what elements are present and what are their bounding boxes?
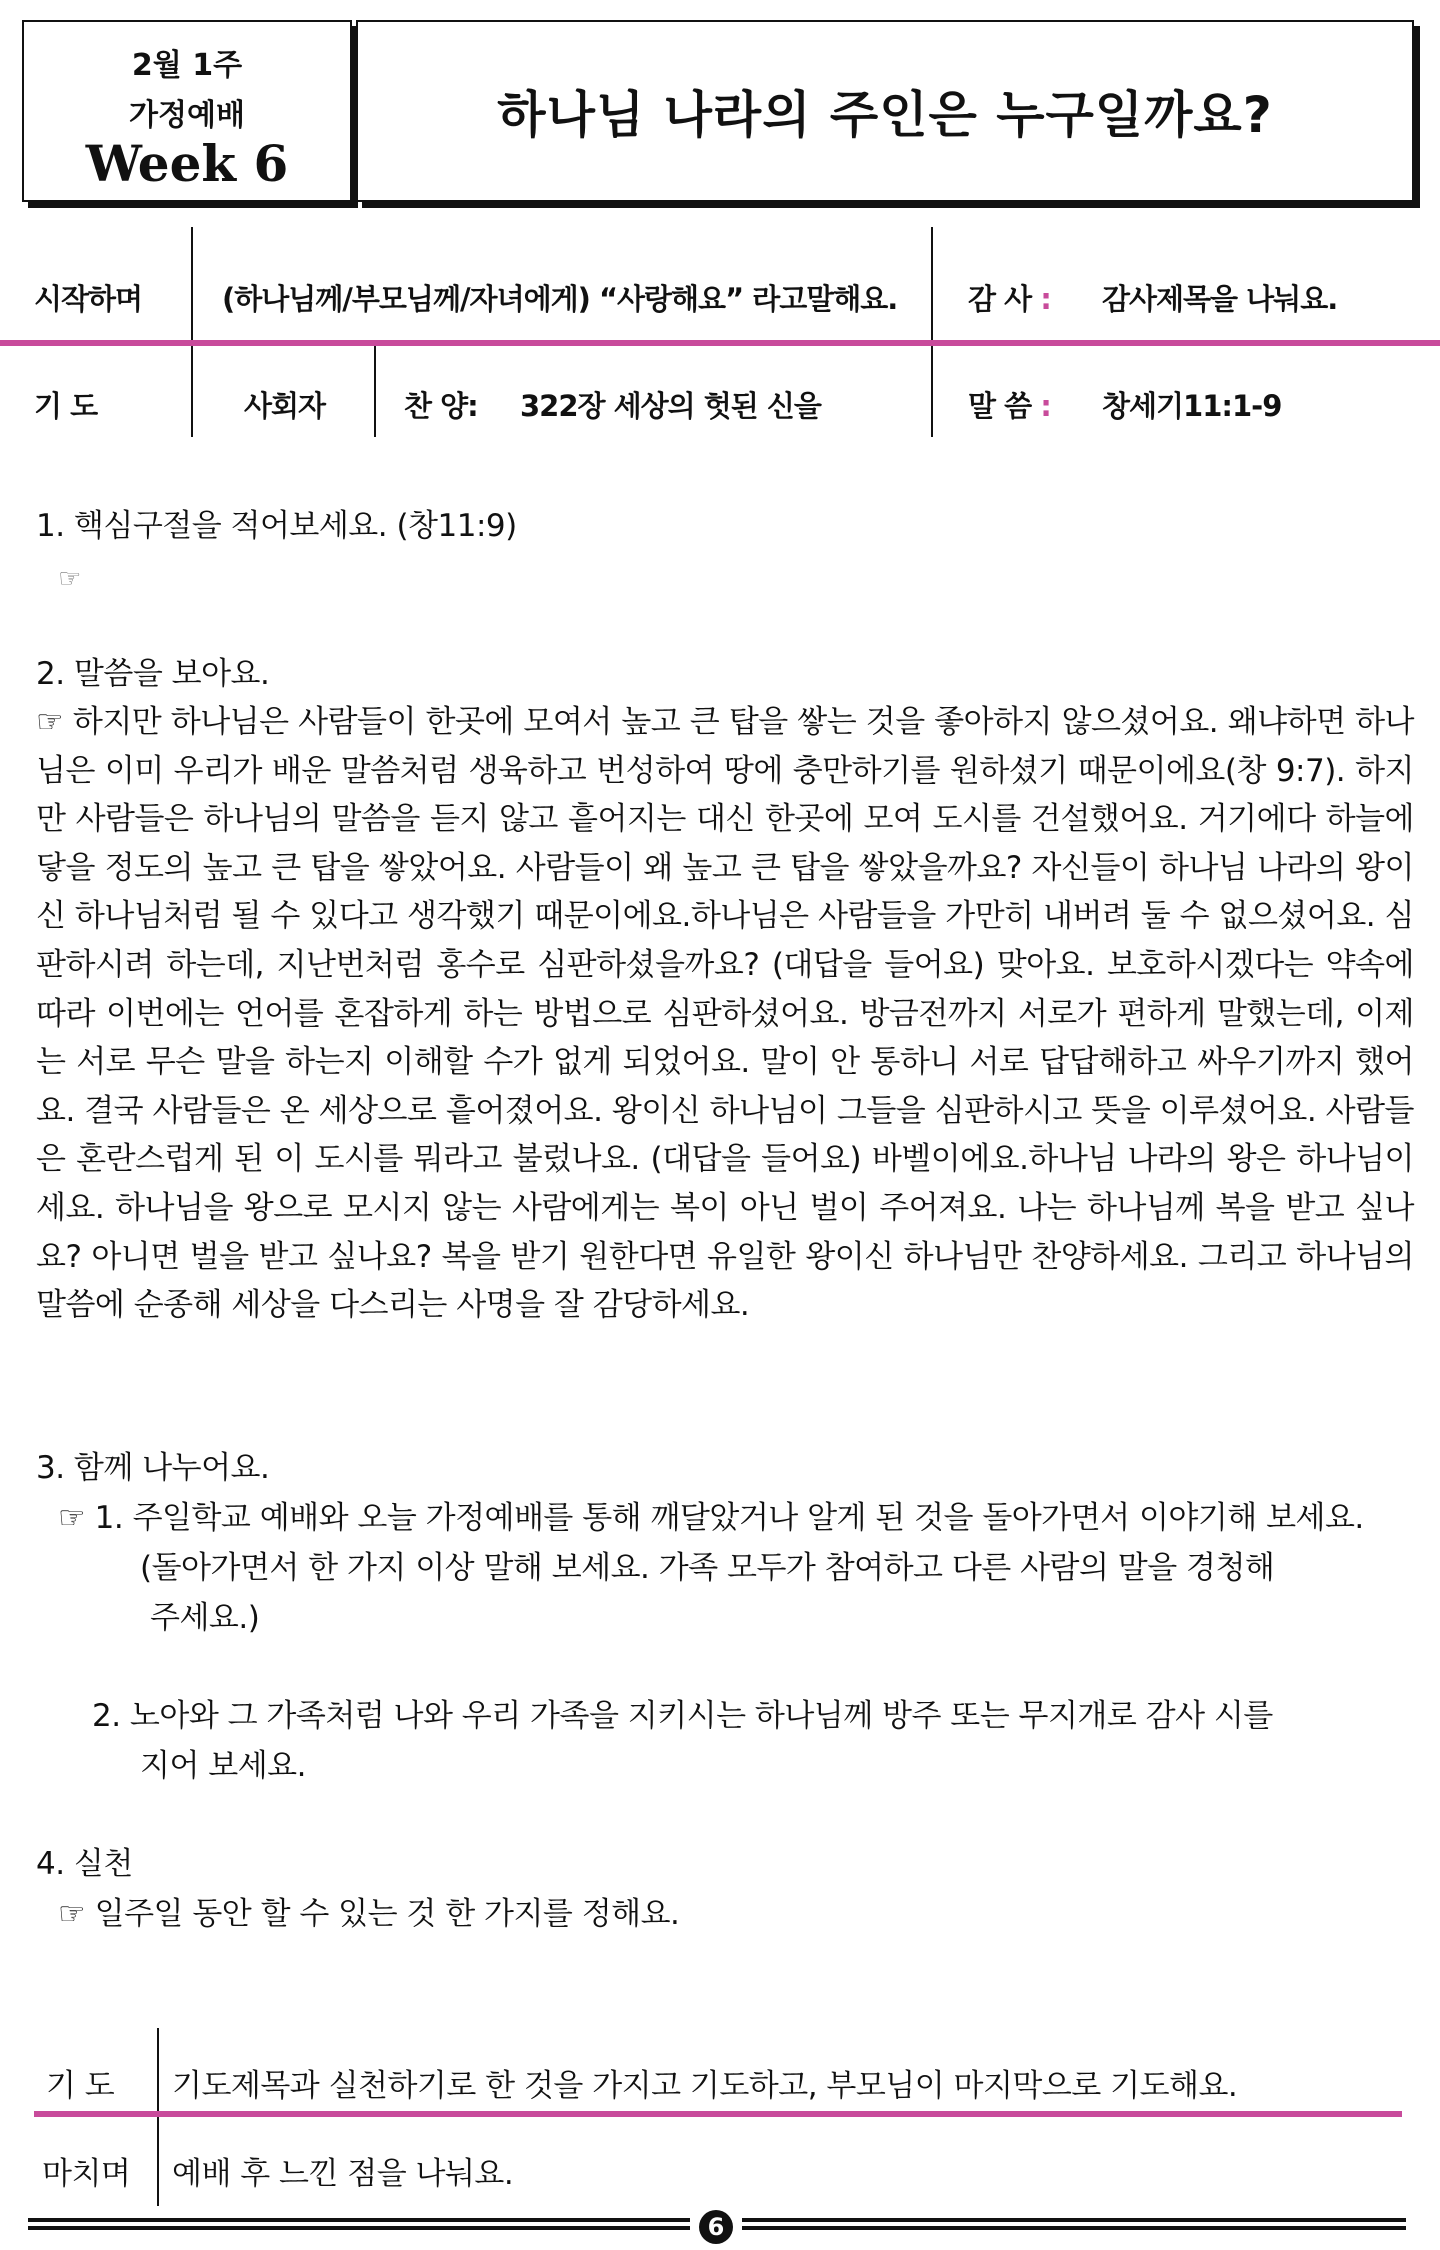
thanks-label-text: 감 사 <box>968 282 1032 316</box>
hymn-title: 322장 세상의 헛된 신을 <box>520 389 821 423</box>
start-label: 시작하며 <box>34 282 143 316</box>
footer-rule-left <box>28 2226 690 2230</box>
closing-divider <box>157 2028 159 2206</box>
pointing-hand-icon: ☞ <box>58 564 81 594</box>
prayer-label: 기 도 <box>34 389 98 423</box>
week-date: 2월 1주 <box>131 48 243 83</box>
scripture-ref: 창세기11:1-9 <box>1102 389 1282 423</box>
hymn-label: 찬 양: <box>404 389 478 423</box>
title-box <box>356 20 1414 202</box>
section-4-heading: 4. 실천 <box>36 1846 133 1882</box>
table-divider <box>374 345 376 437</box>
word-colon: : <box>1040 389 1051 423</box>
sermon-paragraph: ☞ 하지만 하나님은 사람들이 한곳에 모여서 높고 큰 탑을 쌓는 것을 좋아하지 않으셨어요. 왜냐하면 하나님은 이미 우리가 배운 말씀처럼 생육하고 번성하여 땅에 충만하기를 원하셨기 때문이에요(창 9:7). 하지만 사람들은 하나님의 말씀을 듣지 않고 흩어지는 대신 한곳에 모여 도시를 건설했어요. 거기에다 하늘에 닿을 정도의 높고 큰 탑을 쌓았어요. 사람들이 왜 높고 큰 탑을 쌓았을까요? 자신들이 하나님 나라의 왕이신 하나님처럼 될 수 있다고 생각했기 때문이에요.하나님은 사람들을 가만히 내버려 둘 수 없으셨어요. 심판하시려 하는데, 지난번처럼 홍수로 심판하셨을까요? (대답을 들어요) 맞아요. 보호하시겠다는 약속에 따라 이번에는 언어를 혼잡하게 하는 방법으로 심판하셨어요. 방금전까지 서로가 편하게 말했는데, 이제는 서로 무슨 말을 하는지 이해할 수가 없게 되었어요. 말이 안 통하니 서로 답답해하고 싸우기까지 했어요. 결국 사람들은 온 세상으로 흩어졌어요. 왕이신 하나님이 그들을 심판하시고 뜻을 이루셨어요. 사람들은 혼란스럽게 된 이 도시를 뭐라고 불렀나요. (대답을 들어요) 바벨이에요.하나님 나라의 왕은 하나님이세요. 하나님을 왕으로 모시지 않는 사람에게는 복이 아닌 벌이 주어져요. 나는 하나님께 복을 받고 싶나요? 아니면 벌을 받고 싶나요? 복을 받기 원한다면 유일한 왕이신 하나님만 찬양하세요. 그리고 하나님의 말씀에 순종해 세상을 다스리는 사명을 잘 감당하세요. <box>36 704 1414 1324</box>
question-1-line-3: 주세요.) <box>150 1600 260 1636</box>
question-1-line-1: ☞ 1. 주일학교 예배와 오늘 가정예배를 통해 깨달았거나 알게 된 것을 돌아가면서 이야기해 보세요. <box>58 1500 1364 1536</box>
leader-label: 사회자 <box>244 389 326 423</box>
question-2-line-2: 지어 보세요. <box>140 1748 306 1784</box>
closing-end-text: 예배 후 느낀 점을 나눠요. <box>172 2156 514 2192</box>
section-3-heading: 3. 함께 나누어요. <box>36 1450 270 1486</box>
closing-row-divider <box>34 2111 1402 2117</box>
word-label <box>968 384 1051 425</box>
section-2-heading: 2. 말씀을 보아요. <box>36 656 270 692</box>
start-content: (하나님께/부모님께/자녀에게) “사랑해요” 라고말해요. <box>222 282 898 316</box>
closing-prayer-label: 기 도 <box>46 2068 115 2104</box>
footer-rule-right <box>742 2218 1406 2222</box>
table-divider <box>931 227 933 437</box>
table-divider <box>191 227 193 437</box>
table-row-divider <box>0 340 1440 346</box>
thanks-colon: : <box>1040 282 1051 316</box>
week-subtitle: 가정예배 <box>129 98 245 133</box>
week-number: Week 6 <box>85 134 289 193</box>
closing-end-label: 마치며 <box>42 2156 131 2192</box>
week-info-box <box>22 20 352 202</box>
word-label-text: 말 씀 <box>968 389 1032 423</box>
thanks-label <box>968 277 1051 318</box>
thanks-content: 감사제목을 나눠요. <box>1102 282 1338 316</box>
question-2-line-1: 2. 노아와 그 가족처럼 나와 우리 가족을 지키시는 하나님께 방주 또는 무지개로 감사 시를 <box>92 1698 1273 1734</box>
footer-rule-right <box>742 2226 1406 2230</box>
question-1-line-2: (돌아가면서 한 가지 이상 말해 보세요. 가족 모두가 참여하고 다른 사람의 말을 경청해 <box>140 1550 1275 1586</box>
section-1-heading: 1. 핵심구절을 적어보세요. (창11:9) <box>36 508 517 544</box>
page-number: 6 <box>699 2210 733 2244</box>
closing-prayer-text: 기도제목과 실천하기로 한 것을 가지고 기도하고, 부모님이 마지막으로 기도해요. <box>172 2068 1238 2104</box>
footer-rule-left <box>28 2218 690 2222</box>
practice-line: ☞ 일주일 동안 할 수 있는 것 한 가지를 정해요. <box>58 1896 680 1932</box>
page-title: 하나님 나라의 주인은 누구일까요? <box>497 86 1273 144</box>
